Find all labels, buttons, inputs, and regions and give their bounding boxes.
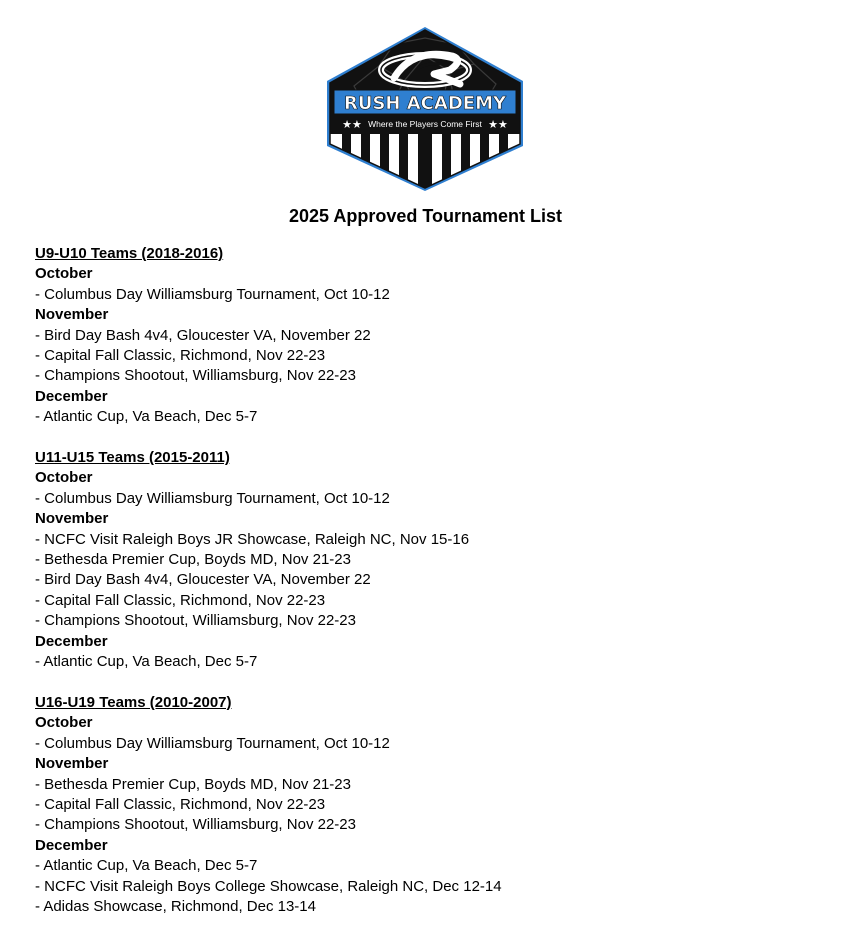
tournament-list xyxy=(35,244,815,938)
tournament-item: - Champions Shootout, Williamsburg, Nov 22-23 xyxy=(35,612,356,630)
tournament-item: - Atlantic Cup, Va Beach, Dec 5-7 xyxy=(35,857,258,875)
tournament-item: - Adidas Showcase, Richmond, Dec 13-14 xyxy=(35,897,316,915)
logo-name: RUSH ACADEMY xyxy=(343,93,507,114)
tournament-item: - Bethesda Premier Cup, Boyds MD, Nov 21-23 xyxy=(35,551,351,569)
tournament-item: - Capital Fall Classic, Richmond, Nov 22-23 xyxy=(35,347,326,365)
tournament-item: - Capital Fall Classic, Richmond, Nov 22-23 xyxy=(35,795,326,813)
section-heading: U11-U15 Teams (2015-2011) xyxy=(35,449,230,467)
month-heading: October xyxy=(35,469,93,487)
logo-crest-icon xyxy=(324,26,526,192)
month-heading: December xyxy=(35,836,108,854)
month-heading: October xyxy=(35,265,93,283)
tournament-item: - Champions Shootout, Williamsburg, Nov 22-23 xyxy=(35,816,356,834)
month-heading: December xyxy=(35,387,108,405)
month-heading: November xyxy=(35,510,109,528)
tournament-item: - Capital Fall Classic, Richmond, Nov 22-23 xyxy=(35,591,326,609)
team-section xyxy=(35,448,815,672)
tournament-item: - Columbus Day Williamsburg Tournament, Oct 10-12 xyxy=(35,489,390,507)
rush-academy-logo xyxy=(324,26,526,192)
tournament-item: - Columbus Day Williamsburg Tournament, Oct 10-12 xyxy=(35,285,390,303)
tournament-item: - Bethesda Premier Cup, Boyds MD, Nov 21-23 xyxy=(35,775,351,793)
section-heading: U9-U10 Teams (2018-2016) xyxy=(35,245,224,262)
month-heading: November xyxy=(35,306,109,324)
team-section xyxy=(35,244,815,428)
logo-tagline: Where the Players Come First xyxy=(368,119,482,129)
tournament-item: - Bird Day Bash 4v4, Gloucester VA, November 22 xyxy=(35,326,371,344)
tournament-item: - NCFC Visit Raleigh Boys College Showcase, Raleigh NC, Dec 12-14 xyxy=(35,877,502,895)
tournament-item: - Atlantic Cup, Va Beach, Dec 5-7 xyxy=(35,653,258,671)
logo-stars-right: ★★ xyxy=(488,118,508,131)
tournament-item: - Champions Shootout, Williamsburg, Nov 22-23 xyxy=(35,367,356,385)
logo-stars-left: ★★ xyxy=(342,118,362,131)
document-title: 2025 Approved Tournament List xyxy=(288,206,563,226)
section-heading: U16-U19 Teams (2010-2007) xyxy=(35,693,232,711)
team-section xyxy=(35,693,815,917)
month-heading: November xyxy=(35,755,109,773)
tournament-item: - Atlantic Cup, Va Beach, Dec 5-7 xyxy=(35,408,258,426)
tournament-item: - Bird Day Bash 4v4, Gloucester VA, November 22 xyxy=(35,571,371,589)
month-heading: December xyxy=(35,632,108,650)
tournament-item: - NCFC Visit Raleigh Boys JR Showcase, Raleigh NC, Nov 15-16 xyxy=(35,530,470,548)
month-heading: October xyxy=(35,714,93,732)
tournament-item: - Columbus Day Williamsburg Tournament, Oct 10-12 xyxy=(35,734,390,752)
